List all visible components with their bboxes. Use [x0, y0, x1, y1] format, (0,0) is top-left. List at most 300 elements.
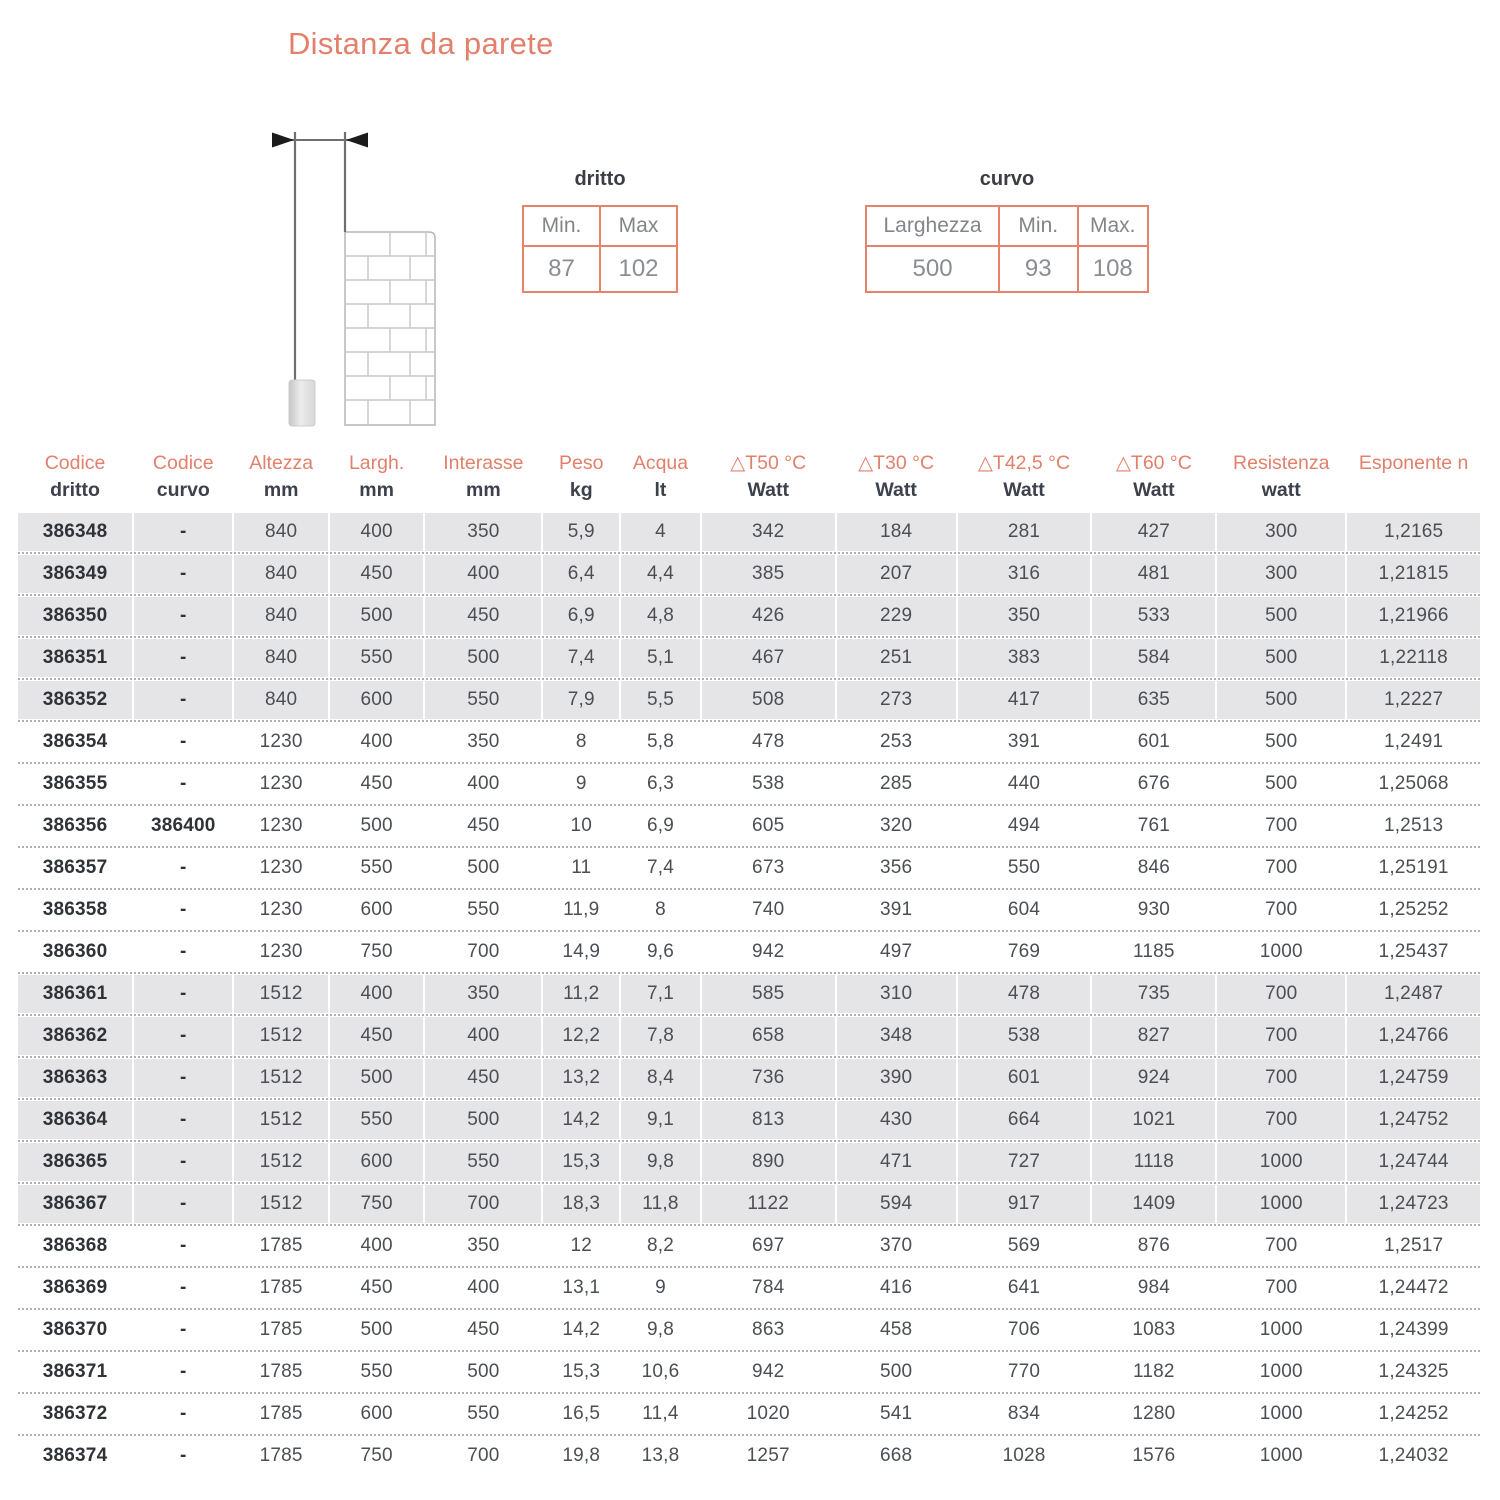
table-cell: 427 [1092, 513, 1215, 551]
table-cell: 5,1 [621, 639, 700, 677]
table-cell: 1,2513 [1347, 807, 1480, 845]
table-cell: 1,24325 [1347, 1353, 1480, 1391]
table-cell: 600 [330, 1143, 423, 1181]
table-cell: 12,2 [543, 1017, 619, 1055]
dritto-panel [522, 168, 678, 293]
table-cell: 350 [425, 1227, 541, 1265]
table-cell: 500 [425, 1101, 541, 1139]
table-cell: 1,24472 [1347, 1269, 1480, 1307]
table-row [18, 807, 1480, 845]
table-cell: 676 [1092, 765, 1215, 803]
table-row [18, 1101, 1480, 1139]
table-cell: 300 [1217, 513, 1345, 551]
table-cell: 1,24744 [1347, 1143, 1480, 1181]
table-cell: 386354 [18, 723, 132, 761]
table-cell: 386352 [18, 681, 132, 719]
table-cell: 750 [330, 933, 423, 971]
table-cell: 1000 [1217, 1143, 1345, 1181]
table-cell: 569 [958, 1227, 1091, 1265]
table-cell: 930 [1092, 891, 1215, 929]
table-row [18, 1353, 1480, 1391]
table-cell: 1409 [1092, 1185, 1215, 1223]
table-cell: 550 [330, 1353, 423, 1391]
table-cell: 390 [837, 1059, 956, 1097]
table-cell: 1785 [234, 1353, 327, 1391]
table-cell: 668 [837, 1437, 956, 1475]
table-cell: 1512 [234, 1185, 327, 1223]
table-cell: 386362 [18, 1017, 132, 1055]
table-cell: 13,2 [543, 1059, 619, 1097]
table-cell: 7,4 [621, 849, 700, 887]
table-cell: 450 [330, 555, 423, 593]
table-cell: 391 [958, 723, 1091, 761]
table-cell: - [134, 1143, 232, 1181]
table-cell: 1512 [234, 1143, 327, 1181]
curvo-table [865, 205, 1149, 293]
mini-table-cell: 93 [999, 246, 1077, 292]
table-cell: 846 [1092, 849, 1215, 887]
table-cell: 500 [330, 1059, 423, 1097]
table-cell: 450 [330, 765, 423, 803]
table-cell: 1083 [1092, 1311, 1215, 1349]
table-row [18, 1017, 1480, 1055]
table-cell: 386370 [18, 1311, 132, 1349]
table-cell: 1576 [1092, 1437, 1215, 1475]
mini-table-cell: Max [600, 206, 677, 246]
table-cell: 917 [958, 1185, 1091, 1223]
table-cell: 769 [958, 933, 1091, 971]
table-cell: 1512 [234, 1101, 327, 1139]
table-cell: 605 [702, 807, 835, 845]
table-cell: 1,24723 [1347, 1185, 1480, 1223]
table-cell: 458 [837, 1311, 956, 1349]
table-cell: 348 [837, 1017, 956, 1055]
table-cell: - [134, 891, 232, 929]
table-cell: 673 [702, 849, 835, 887]
table-cell: 386355 [18, 765, 132, 803]
table-cell: 9,6 [621, 933, 700, 971]
table-cell: 1,24032 [1347, 1437, 1480, 1475]
table-cell: 1,2517 [1347, 1227, 1480, 1265]
table-cell: 1,25191 [1347, 849, 1480, 887]
table-cell: 450 [425, 1311, 541, 1349]
table-cell: 664 [958, 1101, 1091, 1139]
table-row [18, 639, 1480, 677]
table-cell: 1,24252 [1347, 1395, 1480, 1433]
table-cell: 697 [702, 1227, 835, 1265]
table-cell: 400 [425, 765, 541, 803]
mini-table-cell: Min. [523, 206, 600, 246]
table-row [18, 1311, 1480, 1349]
table-cell: 478 [702, 723, 835, 761]
spec-table-body [18, 513, 1480, 1475]
table-cell: 550 [330, 639, 423, 677]
table-cell: 1,2227 [1347, 681, 1480, 719]
table-cell: 1230 [234, 849, 327, 887]
table-cell: 400 [330, 975, 423, 1013]
table-cell: 6,9 [621, 807, 700, 845]
table-cell: - [134, 681, 232, 719]
table-cell: 784 [702, 1269, 835, 1307]
curvo-panel [865, 168, 1149, 293]
table-cell: - [134, 1017, 232, 1055]
table-cell: 1785 [234, 1311, 327, 1349]
table-cell: 1,25252 [1347, 891, 1480, 929]
table-cell: 550 [330, 849, 423, 887]
table-cell: 11,2 [543, 975, 619, 1013]
table-cell: 471 [837, 1143, 956, 1181]
table-cell: 9,8 [621, 1311, 700, 1349]
table-cell: 1230 [234, 723, 327, 761]
table-cell: 19,8 [543, 1437, 619, 1475]
table-cell: 813 [702, 1101, 835, 1139]
table-cell: 700 [425, 1437, 541, 1475]
table-cell: 550 [425, 891, 541, 929]
table-cell: 207 [837, 555, 956, 593]
column-header: Altezza mm [249, 452, 314, 501]
table-cell: - [134, 933, 232, 971]
table-cell: 600 [330, 1395, 423, 1433]
table-cell: 840 [234, 555, 327, 593]
table-cell: 450 [425, 1059, 541, 1097]
table-cell: 840 [234, 597, 327, 635]
table-cell: 1000 [1217, 1395, 1345, 1433]
table-cell: 9 [621, 1269, 700, 1307]
table-cell: 320 [837, 807, 956, 845]
table-cell: 18,3 [543, 1185, 619, 1223]
table-cell: 10 [543, 807, 619, 845]
table-cell: 1185 [1092, 933, 1215, 971]
table-cell: 386372 [18, 1395, 132, 1433]
table-cell: 467 [702, 639, 835, 677]
wall-distance-diagram [258, 118, 448, 433]
table-cell: 11,4 [621, 1395, 700, 1433]
table-cell: 386349 [18, 555, 132, 593]
table-cell: 281 [958, 513, 1091, 551]
table-cell: 386365 [18, 1143, 132, 1181]
wall [345, 232, 435, 425]
table-cell: 4,8 [621, 597, 700, 635]
column-header: Codice dritto [44, 452, 106, 501]
column-header: △T42,5 °C Watt [977, 452, 1071, 501]
table-cell: 736 [702, 1059, 835, 1097]
mini-table-cell: Max. [1078, 206, 1149, 246]
table-cell: 500 [425, 1353, 541, 1391]
table-cell: - [134, 1353, 232, 1391]
table-cell: 7,9 [543, 681, 619, 719]
table-cell: 9,1 [621, 1101, 700, 1139]
table-cell: 924 [1092, 1059, 1215, 1097]
table-row [18, 1395, 1480, 1433]
table-cell: 700 [1217, 1017, 1345, 1055]
table-cell: 15,3 [543, 1353, 619, 1391]
column-header: Peso kg [559, 452, 604, 501]
table-cell: 550 [425, 1395, 541, 1433]
table-cell: 700 [1217, 849, 1345, 887]
table-cell: 500 [1217, 639, 1345, 677]
column-header: Esponente n [1358, 452, 1469, 474]
table-cell: 700 [1217, 807, 1345, 845]
table-cell: 450 [330, 1269, 423, 1307]
table-cell: 500 [1217, 723, 1345, 761]
table-cell: 350 [425, 513, 541, 551]
table-cell: 500 [837, 1353, 956, 1391]
column-header: △T30 °C Watt [858, 452, 935, 501]
table-cell: - [134, 1269, 232, 1307]
column-header: Resistenza watt [1233, 452, 1330, 501]
table-cell: 1,25068 [1347, 765, 1480, 803]
table-cell: 229 [837, 597, 956, 635]
table-cell: 594 [837, 1185, 956, 1223]
table-cell: 7,4 [543, 639, 619, 677]
table-cell: 658 [702, 1017, 835, 1055]
table-cell: 273 [837, 681, 956, 719]
table-row [18, 597, 1480, 635]
table-cell: 500 [1217, 681, 1345, 719]
table-cell: - [134, 513, 232, 551]
table-row [18, 933, 1480, 971]
radiator-pipe [289, 132, 315, 426]
table-cell: 11,9 [543, 891, 619, 929]
table-row [18, 1227, 1480, 1265]
table-cell: 386358 [18, 891, 132, 929]
mini-table-cell: Min. [999, 206, 1077, 246]
table-cell: 342 [702, 513, 835, 551]
table-cell: 350 [425, 723, 541, 761]
mini-table-cell: 500 [866, 246, 999, 292]
table-row [18, 681, 1480, 719]
table-cell: 7,1 [621, 975, 700, 1013]
table-cell: 1,24752 [1347, 1101, 1480, 1139]
table-cell: 942 [702, 1353, 835, 1391]
table-cell: 550 [425, 681, 541, 719]
table-cell: 641 [958, 1269, 1091, 1307]
table-row [18, 1059, 1480, 1097]
curvo-label: curvo [979, 168, 1035, 190]
table-cell: 750 [330, 1185, 423, 1223]
table-cell: 386374 [18, 1437, 132, 1475]
table-cell: 1512 [234, 1017, 327, 1055]
mini-table-cell: Larghezza [866, 206, 999, 246]
table-cell: 984 [1092, 1269, 1215, 1307]
table-cell: 876 [1092, 1227, 1215, 1265]
table-cell: 416 [837, 1269, 956, 1307]
table-cell: 1512 [234, 1059, 327, 1097]
table-row [18, 1437, 1480, 1475]
table-cell: 386371 [18, 1353, 132, 1391]
table-cell: 9,8 [621, 1143, 700, 1181]
table-cell: 386357 [18, 849, 132, 887]
table-cell: 834 [958, 1395, 1091, 1433]
table-cell: 8 [621, 891, 700, 929]
table-cell: 13,1 [543, 1269, 619, 1307]
table-cell: 550 [425, 1143, 541, 1181]
table-cell: - [134, 597, 232, 635]
table-cell: 706 [958, 1311, 1091, 1349]
table-cell: 386369 [18, 1269, 132, 1307]
table-cell: - [134, 975, 232, 1013]
table-cell: 5,5 [621, 681, 700, 719]
table-cell: 6,4 [543, 555, 619, 593]
table-row [18, 1185, 1480, 1223]
table-cell: 14,2 [543, 1311, 619, 1349]
table-cell: 840 [234, 681, 327, 719]
table-cell: 500 [330, 807, 423, 845]
table-cell: 6,3 [621, 765, 700, 803]
mini-table-cell: 87 [523, 246, 600, 292]
table-cell: 386364 [18, 1101, 132, 1139]
table-cell: 7,8 [621, 1017, 700, 1055]
table-cell: - [134, 1437, 232, 1475]
table-cell: 1,21966 [1347, 597, 1480, 635]
table-cell: 1122 [702, 1185, 835, 1223]
table-row [18, 513, 1480, 551]
table-cell: 600 [330, 891, 423, 929]
table-cell: 386361 [18, 975, 132, 1013]
dritto-table [522, 205, 678, 293]
table-cell: 700 [425, 1185, 541, 1223]
table-cell: 1257 [702, 1437, 835, 1475]
table-cell: 508 [702, 681, 835, 719]
table-cell: 251 [837, 639, 956, 677]
table-cell: 827 [1092, 1017, 1215, 1055]
table-cell: 890 [702, 1143, 835, 1181]
table-cell: 11 [543, 849, 619, 887]
table-cell: 1182 [1092, 1353, 1215, 1391]
dritto-label: dritto [574, 168, 626, 190]
table-cell: 350 [425, 975, 541, 1013]
spec-table [18, 448, 1480, 1475]
table-row [18, 1143, 1480, 1181]
table-cell: 1512 [234, 975, 327, 1013]
table-row [18, 1269, 1480, 1307]
table-cell: 400 [330, 723, 423, 761]
table-cell: 750 [330, 1437, 423, 1475]
table-cell: 12 [543, 1227, 619, 1265]
table-cell: 550 [330, 1101, 423, 1139]
table-cell: 4,4 [621, 555, 700, 593]
table-cell: 10,6 [621, 1353, 700, 1391]
table-cell: 497 [837, 933, 956, 971]
table-row [18, 723, 1480, 761]
table-cell: 253 [837, 723, 956, 761]
table-cell: 350 [958, 597, 1091, 635]
table-cell: 1028 [958, 1437, 1091, 1475]
table-cell: 4 [621, 513, 700, 551]
mini-table-cell: 108 [1078, 246, 1149, 292]
table-cell: 538 [958, 1017, 1091, 1055]
table-cell: 481 [1092, 555, 1215, 593]
table-cell: 1785 [234, 1269, 327, 1307]
table-cell: 1230 [234, 765, 327, 803]
table-cell: 601 [958, 1059, 1091, 1097]
table-cell: 400 [425, 555, 541, 593]
table-cell: 383 [958, 639, 1091, 677]
table-cell: 1,24759 [1347, 1059, 1480, 1097]
table-cell: 386367 [18, 1185, 132, 1223]
table-cell: 1,24399 [1347, 1311, 1480, 1349]
table-cell: 500 [425, 639, 541, 677]
table-cell: - [134, 555, 232, 593]
table-cell: 1,2491 [1347, 723, 1480, 761]
table-cell: 9 [543, 765, 619, 803]
table-cell: 400 [425, 1017, 541, 1055]
table-cell: 1785 [234, 1437, 327, 1475]
table-row [18, 765, 1480, 803]
table-cell: 5,9 [543, 513, 619, 551]
table-cell: 700 [425, 933, 541, 971]
table-cell: 386356 [18, 807, 132, 845]
table-cell: - [134, 639, 232, 677]
column-header: △T60 °C Watt [1115, 452, 1192, 501]
column-header: Largh. mm [348, 452, 405, 501]
column-header: Interasse mm [443, 452, 524, 501]
table-cell: 735 [1092, 975, 1215, 1013]
table-cell: 942 [702, 933, 835, 971]
table-cell: 14,2 [543, 1101, 619, 1139]
table-cell: 16,5 [543, 1395, 619, 1433]
table-cell: 500 [1217, 597, 1345, 635]
table-cell: 1,24766 [1347, 1017, 1480, 1055]
page-title: Distanza da parete [288, 26, 554, 61]
table-cell: 356 [837, 849, 956, 887]
table-cell: 1,22118 [1347, 639, 1480, 677]
table-cell: 386351 [18, 639, 132, 677]
table-cell: 426 [702, 597, 835, 635]
table-cell: 840 [234, 513, 327, 551]
table-cell: 450 [425, 807, 541, 845]
table-cell: 1230 [234, 807, 327, 845]
table-cell: - [134, 723, 232, 761]
table-cell: 635 [1092, 681, 1215, 719]
table-cell: 8,4 [621, 1059, 700, 1097]
table-cell: 601 [1092, 723, 1215, 761]
column-header: △T50 °C Watt [730, 452, 807, 501]
table-cell: 538 [702, 765, 835, 803]
table-cell: 500 [425, 849, 541, 887]
table-cell: 6,9 [543, 597, 619, 635]
column-header: Acqua lt [632, 452, 689, 501]
table-cell: 1020 [702, 1395, 835, 1433]
table-cell: 285 [837, 765, 956, 803]
table-cell: - [134, 1311, 232, 1349]
table-cell: 1230 [234, 933, 327, 971]
table-cell: 386363 [18, 1059, 132, 1097]
table-cell: 1021 [1092, 1101, 1215, 1139]
column-header: Codice curvo [152, 452, 214, 501]
table-cell: - [134, 1101, 232, 1139]
table-cell: 541 [837, 1395, 956, 1433]
table-cell: 1,21815 [1347, 555, 1480, 593]
table-cell: 11,8 [621, 1185, 700, 1223]
table-cell: 400 [330, 513, 423, 551]
table-cell: 1118 [1092, 1143, 1215, 1181]
table-cell: 1,2487 [1347, 975, 1480, 1013]
table-cell: 385 [702, 555, 835, 593]
table-cell: - [134, 1059, 232, 1097]
table-cell: 8,2 [621, 1227, 700, 1265]
table-cell: 15,3 [543, 1143, 619, 1181]
table-cell: 1,25437 [1347, 933, 1480, 971]
table-cell: 840 [234, 639, 327, 677]
table-cell: 1000 [1217, 1353, 1345, 1391]
table-cell: 1000 [1217, 1311, 1345, 1349]
table-cell: 740 [702, 891, 835, 929]
table-cell: 1000 [1217, 1437, 1345, 1475]
table-cell: - [134, 1185, 232, 1223]
table-cell: 386400 [134, 807, 232, 845]
table-cell: 386348 [18, 513, 132, 551]
